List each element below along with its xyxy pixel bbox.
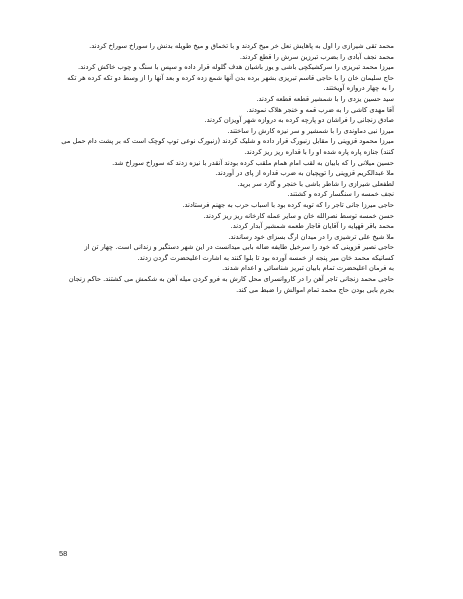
paragraph: محمد نجف آبادی را بضرب تبرزین سرش را قطع کردند. [239, 52, 394, 61]
paragraph: حسین میلانی را که بابیان به لقب امام همام ملقب کرده بودند آنقدر با نیزه زدند که سوراخ سوراخ شد. [112, 158, 394, 167]
paragraph: حاج سلیمان خان را با حاجی قاسم تبریزی بشهر برده بدن آنها شمع زده کرده و بعد آنها را از وسط دو تکه کرده هر تکه را به چهار دروازه آویختند. [67, 73, 394, 93]
paragraph: میرزا محمود قزوینی را مقابل زنبورک قرار داده و شلیک کردند (زنبورک نوعی توپ کوچک است که بر پشت دام حمل می کنند) جنازه پاره پاره شده او را با قداره ریز ریز کردند. [61, 137, 394, 156]
paragraph: ملا شیخ علی ترشیزی را در میدان ارگ بسزای خود رساندند. [228, 232, 394, 241]
paragraph: میرزا نبی دماوندی را با شمشیر و سر نیزه کارش را ساختند. [227, 126, 394, 135]
body-text [60, 41, 394, 295]
paragraph: حاجی محمد زنجانی تاجر آهن را در کاروانسرای محل کارش به فرو کردن میله آهن به شکمش می کشتند. حاکم زنجان بجرم بابی بودن حاج محمد تمام اموالش را ضبط می کند. [68, 275, 394, 294]
paragraph: نجف خمسه را سنگسار کرده و کشتند. [287, 190, 394, 199]
paragraph: حاجی میرزا جانی تاجر را که توبه کرده بود با اسباب حرب به جهنم فرستادند. [182, 200, 394, 209]
paragraph: به فرمان اعلیحضرت تمام بابیان تبریز شناسائی و اعدام شدند. [222, 264, 394, 273]
paragraph: حسن خمسه توسط نصرالله خان و سایر عمله کارخانه ریز ریز کردند. [203, 211, 394, 220]
paragraph: محمد تقی شیرازی را اول به پاهایش نعل خر میخ کردند و با تخماق و میخ طویله بدنش را سوراخ سوراخ کردند. [89, 42, 394, 50]
paragraph: محمد باقر قهپایه را آقایان قاجار طعمه شمشیر آبدار کردند. [230, 222, 394, 231]
paragraph: صادق زنجانی را فراشان دو پارچه کرده به دروازه شهر آویزان کردند. [204, 116, 394, 125]
paragraph: میرزا محمد تبریزی را سرکشیکچی باشی و یوز باشیان هدف گلوله قرار داده و سپس با سنگ و چوب خاکش کردند. [78, 63, 394, 72]
paragraph: آقا مهدی کاشی را به ضرب قمه و خنجر هلاک نمودند. [246, 105, 394, 114]
page-number: 58 [59, 549, 68, 558]
paragraph: لطفعلی شیرازی را شاطر باشی با خنجر و گارد سر برید. [237, 179, 394, 188]
paragraph: حاجی نصیر قزوینی که خود را سرخیل طایفه ضاله بابی میدانست در این شهر دستگیر و زندانی است. چهار تن از کسانیکه محمد خان میر پنجه از خمسه آورده بود تا بلوا کنند به اشارت اعلیحضرت گردن زدند. [84, 243, 394, 262]
paragraph: سید حسین یزدی را با شمشیر قطعه قطعه کردند. [256, 94, 394, 103]
paragraph: ملا عبدالکریم قزوینی را توپچیان به ضرب قداره از پای در آوردند. [215, 169, 394, 178]
